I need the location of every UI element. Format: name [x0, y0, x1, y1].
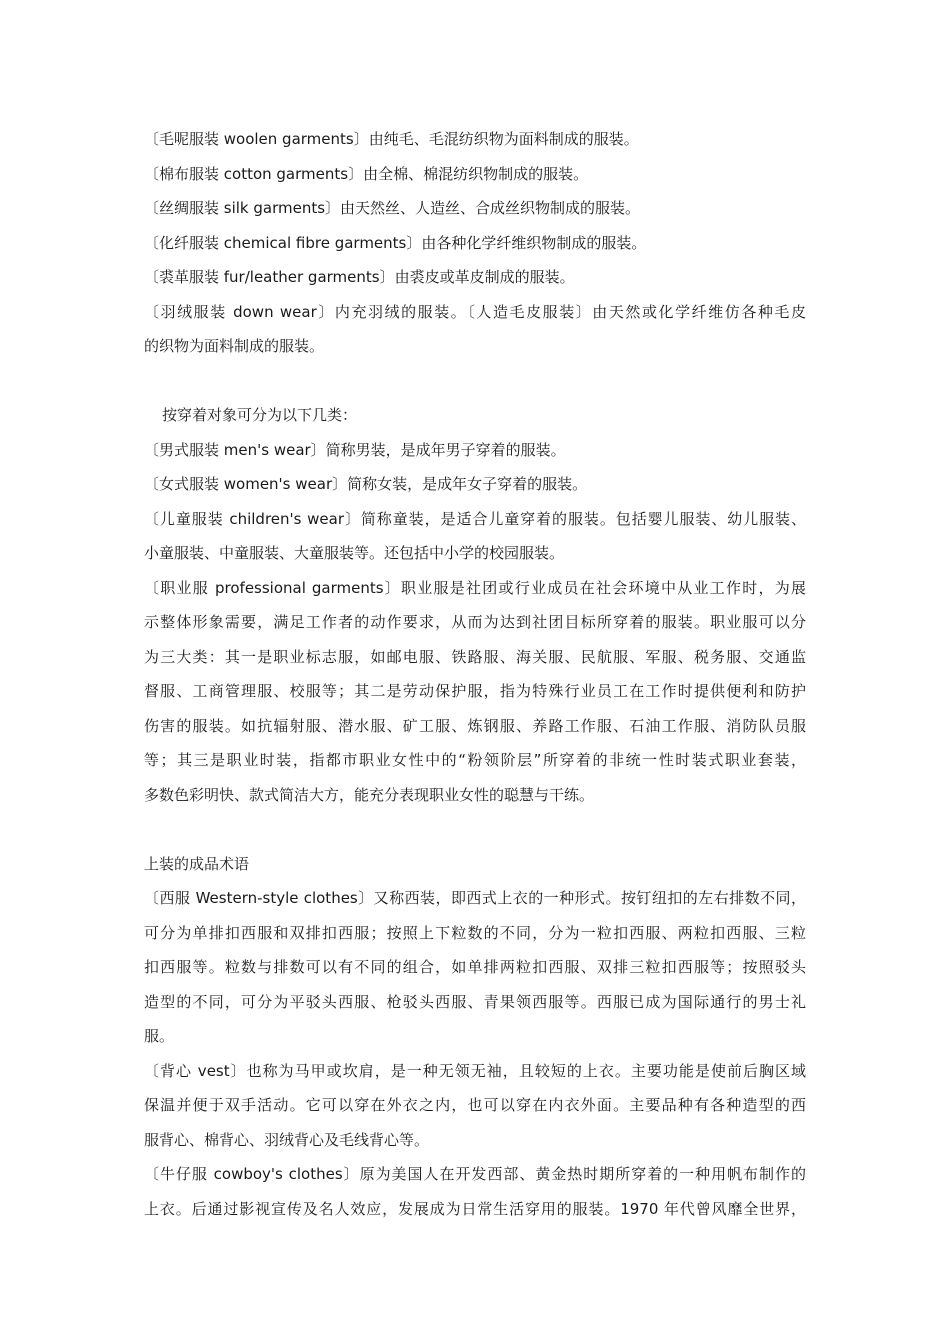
text-line-cowboy-1: 〔牛仔服 cowboy's clothes〕原为美国人在开发西部、黄金热时期所穿着的一种用帆布制作的 [144, 1165, 806, 1183]
document-page [144, 122, 806, 1226]
text-line-womens-wear: 〔女式服装 women's wear〕简称女装，是成年女子穿着的服装。 [144, 475, 588, 493]
text-line-vest-3: 服背心、棉背心、羽绒背心及毛线背心等。 [144, 1130, 430, 1149]
section-heading-tops: 上装的成品术语 [144, 854, 250, 873]
text-line-mens-wear: 〔男式服装 men's wear〕简称男装，是成年男子穿着的服装。 [144, 440, 566, 459]
paragraph-spacer [144, 812, 806, 847]
text-line-silk: 〔丝绸服装 silk garments〕由天然丝、人造丝、合成丝织物制成的服装。 [144, 199, 641, 217]
text-line-professional-3: 为三大类：其一是职业标志服，如邮电服、铁路服、海关服、民航服、军服、税务服、交通监 [144, 647, 806, 666]
text-line-professional-4: 督服、工商管理服、校服等；其二是劳动保护服，指为特殊行业员工在工作时提供便利和防护 [144, 682, 806, 700]
text-line-childrens-wear: 〔儿童服装 children's wear〕简称童装，是适合儿童穿着的服装。包括婴儿服装、幼儿服装、 [144, 509, 806, 528]
text-line-suit-2: 可分为单排扣西服和双排扣西服；按照上下粒数的不同，分为一粒扣西服、两粒扣西服、三粒 [144, 923, 806, 942]
text-line-professional-7: 多数色彩明快、款式简洁大方，能充分表现职业女性的聪慧与干练。 [144, 785, 595, 804]
text-line-cowboy-2: 上衣。后通过影视宣传及名人效应，发展成为日常生活穿用的服装。1970 年代曾风靡全世界， [144, 1199, 806, 1218]
text-line-professional-6: 等；其三是职业时装，指都市职业女性中的“粉领阶层”所穿着的非统一性时装式职业套装， [144, 751, 806, 769]
text-line-fur-leather: 〔裘革服装 fur/leather garments〕由裘皮或革皮制成的服装。 [144, 268, 575, 286]
text-line-down-wear: 〔羽绒服装 down wear〕内充羽绒的服装。〔人造毛皮服装〕由天然或化学纤维仿各种毛皮 [144, 302, 806, 321]
text-line-vest-1: 〔背心 vest〕也称为马甲或坎肩，是一种无领无袖，且较短的上衣。主要功能是使前后胸区域 [144, 1061, 806, 1080]
text-line-professional-1: 〔职业服 professional garments〕职业服是社团或行业成员在社会环境中从业工作时，为展 [144, 578, 806, 597]
text-line-chemical-fibre: 〔化纤服装 chemical fibre garments〕由各种化学纤维织物制成的服装。 [144, 233, 647, 252]
section-intro-wearer: 按穿着对象可分为以下几类： [162, 406, 358, 424]
text-line-professional-2: 示整体形象需要，满足工作者的动作要求，从而为达到社团目标所穿着的服装。职业服可以分 [144, 613, 806, 631]
paragraph-spacer [144, 364, 806, 399]
text-line-suit-5: 服。 [144, 1027, 175, 1045]
text-line-professional-5: 伤害的服装。如抗辐射服、潜水服、矿工服、炼钢服、养路工作服、石油工作服、消防队员服 [144, 716, 806, 735]
text-line-cotton: 〔棉布服装 cotton garments〕由全棉、棉混纺织物制成的服装。 [144, 164, 589, 183]
text-line-suit-3: 扣西服等。粒数与排数可以有不同的组合，如单排两粒扣西服、双排三粒扣西服等；按照驳头 [144, 958, 806, 976]
text-line-childrens-wear-cont: 小童服装、中童服装、大童服装等。还包括中小学的校园服装。 [144, 544, 565, 562]
text-line-down-wear-cont: 的织物为面料制成的服装。 [144, 337, 325, 355]
text-line-vest-2: 保温并便于双手活动。它可以穿在外衣之内，也可以穿在内衣外面。主要品种有各种造型的西 [144, 1096, 806, 1114]
text-line-suit-1: 〔西服 Western-style clothes〕又称西装，即西式上衣的一种形式。按钉纽扣的左右排数不同， [144, 889, 806, 907]
text-line-woolen: 〔毛呢服装 woolen garments〕由纯毛、毛混纺织物为面料制成的服装。 [144, 130, 639, 148]
text-line-suit-4: 造型的不同，可分为平驳头西服、枪驳头西服、青果领西服等。西服已成为国际通行的男士礼 [144, 992, 806, 1011]
